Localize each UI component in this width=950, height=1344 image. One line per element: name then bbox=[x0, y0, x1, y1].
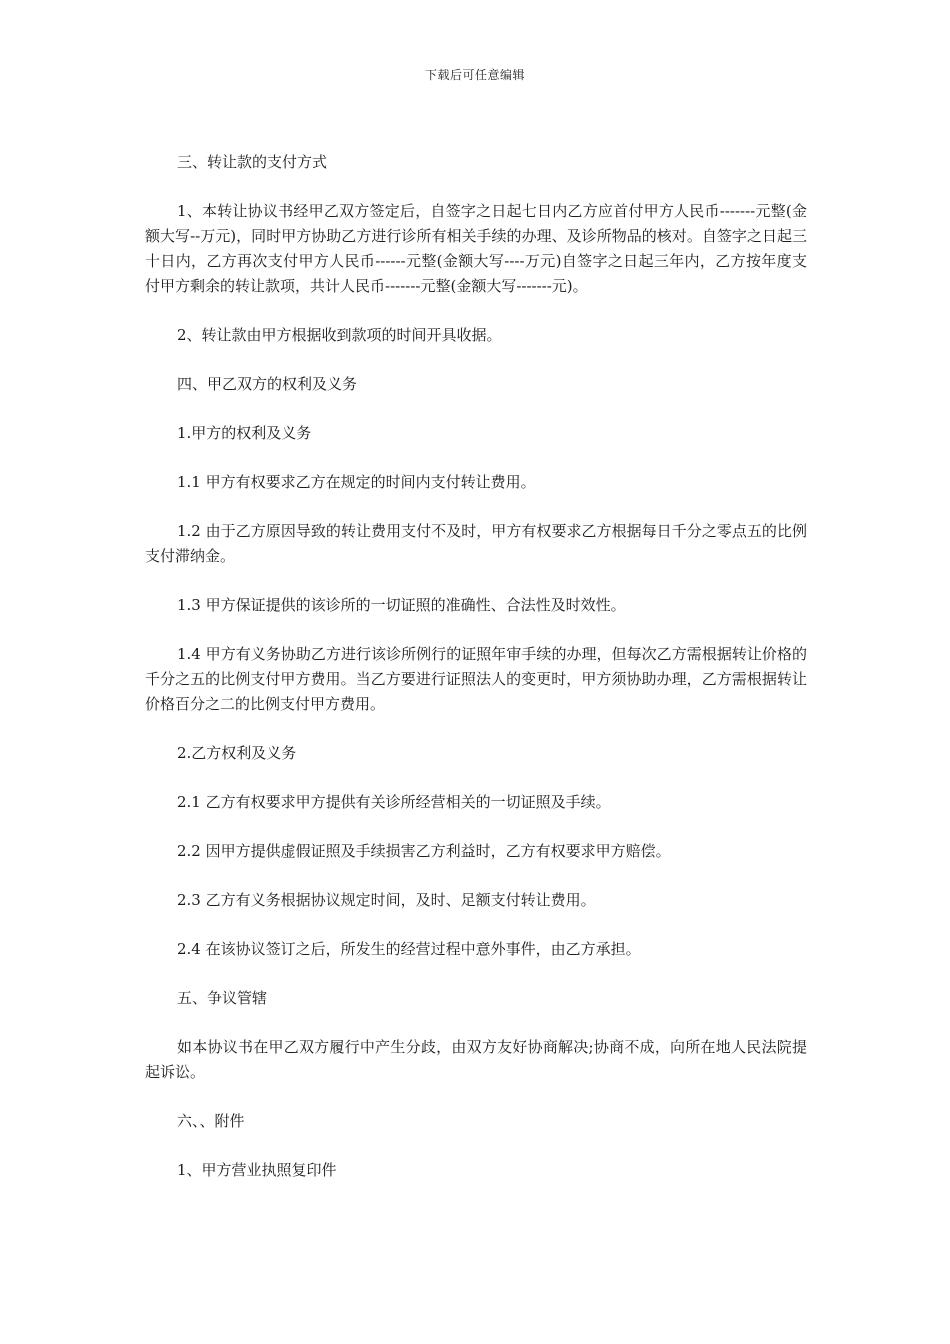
subsection-heading-party-a: 1.甲方的权利及义务 bbox=[177, 424, 312, 442]
section-heading-attachments: 六、、附件 bbox=[177, 1112, 245, 1130]
clause-1-3: 1.3 甲方保证提供的该诊所的一切证照的准确性、合法性及时效性。 bbox=[177, 596, 626, 614]
clause-2-1: 2.1 乙方有权要求甲方提供有关诊所经营相关的一切证照及手续。 bbox=[177, 793, 611, 811]
attachment-item-1: 1、甲方营业执照复印件 bbox=[177, 1161, 337, 1179]
clause-1-1: 1.1 甲方有权要求乙方在规定的时间内支付转让费用。 bbox=[177, 473, 536, 491]
section-heading-dispute: 五、争议管辖 bbox=[177, 989, 268, 1007]
header-note: 下载后可任意编辑 bbox=[424, 68, 525, 82]
section-heading-rights: 四、甲乙双方的权利及义务 bbox=[177, 375, 358, 393]
subsection-heading-party-b: 2.乙方权利及义务 bbox=[177, 744, 297, 762]
clause-payment-1: 1、本转让协议书经甲乙双方签定后，自签字之日起七日内乙方应首付甲方人民币-------元整(金额大写--万元)，同时甲方协助乙方进行诊所有相关手续的办理、及诊所物品的核对。自签字之日起三十日内，乙方再次支付甲方人民币------元整(金额大写----万元)自签字之日起三年内，乙方按年度支付甲方剩余的转让款项，共计人民币-------元整(金额大写-------元)。 bbox=[145, 202, 807, 295]
clause-2-2: 2.2 因甲方提供虚假证照及手续损害乙方利益时，乙方有权要求甲方赔偿。 bbox=[177, 842, 671, 860]
clause-payment-2: 2、转让款由甲方根据收到款项的时间开具收据。 bbox=[177, 326, 502, 344]
document-body bbox=[145, 150, 807, 1207]
section-heading-payment: 三、转让款的支付方式 bbox=[177, 153, 328, 171]
clause-2-4: 2.4 在该协议签订之后，所发生的经营过程中意外事件，由乙方承担。 bbox=[177, 940, 641, 958]
clause-1-4: 1.4 甲方有义务协助乙方进行该诊所例行的证照年审手续的办理，但每次乙方需根据转让价格的千分之五的比例支付甲方费用。当乙方要进行证照法人的变更时，甲方须协助办理，乙方需根据转让价格百分之二的比例支付甲方费用。 bbox=[145, 645, 807, 713]
clause-dispute: 如本协议书在甲乙双方履行中产生分歧，由双方友好协商解决;协商不成，向所在地人民法院提起诉讼。 bbox=[145, 1038, 807, 1081]
clause-2-3: 2.3 乙方有义务根据协议规定时间，及时、足额支付转让费用。 bbox=[177, 891, 596, 909]
clause-1-2: 1.2 由于乙方原因导致的转让费用支付不及时，甲方有权要求乙方根据每日千分之零点五的比例支付滞纳金。 bbox=[145, 522, 807, 565]
